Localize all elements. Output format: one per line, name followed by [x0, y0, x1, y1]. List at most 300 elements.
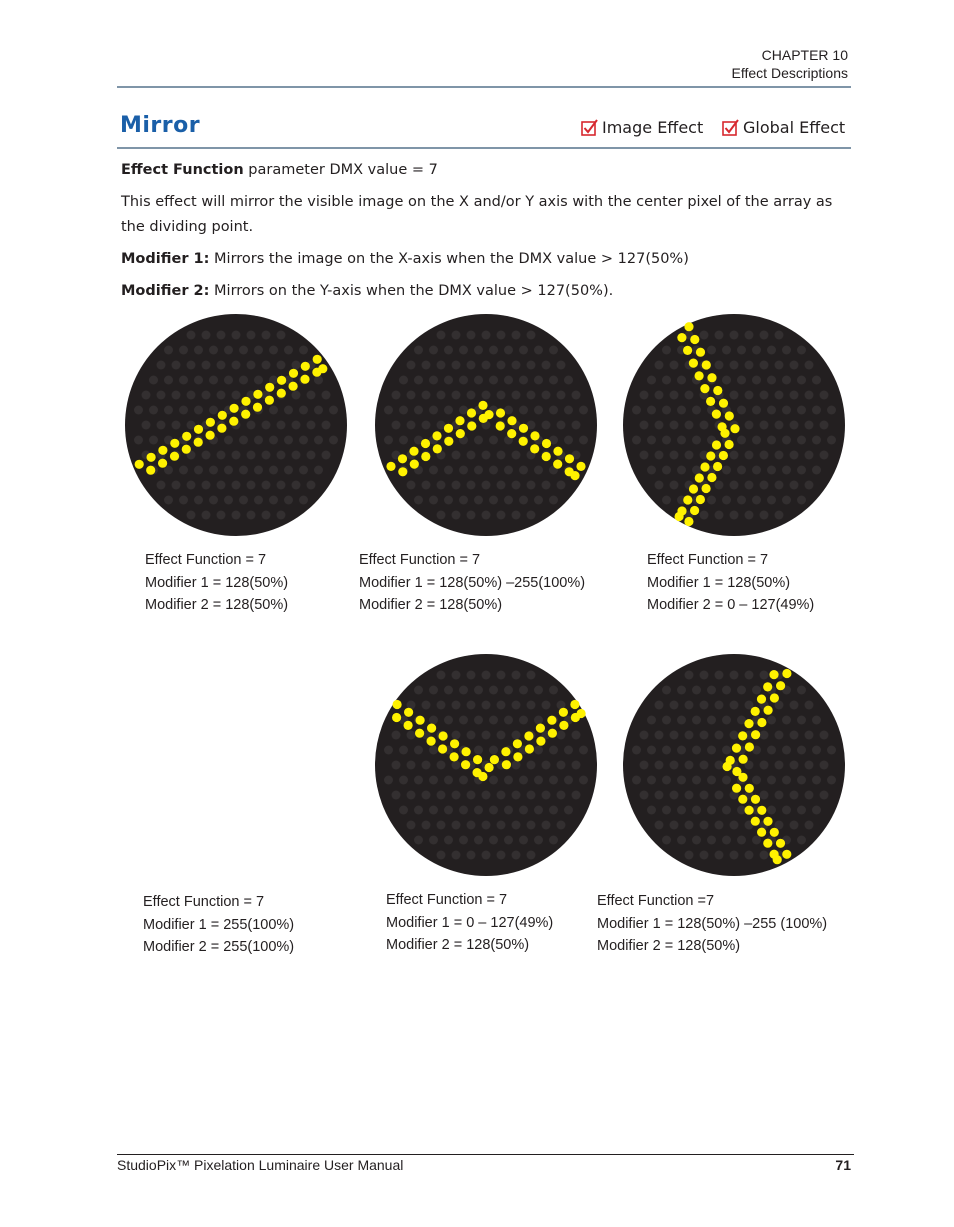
unlit-pixel: [247, 421, 256, 430]
unlit-pixel: [474, 346, 483, 355]
page-number: 71: [835, 1157, 851, 1173]
unlit-pixel: [504, 836, 513, 845]
checkbox-checked-icon: [722, 119, 740, 137]
lit-pixel: [764, 706, 773, 715]
unlit-pixel: [284, 496, 293, 505]
lit-pixel: [536, 737, 545, 746]
unlit-pixel: [482, 451, 491, 460]
unlit-pixel: [277, 361, 286, 370]
lit-pixel: [241, 410, 250, 419]
unlit-pixel: [685, 821, 694, 830]
unlit-pixel: [512, 511, 521, 520]
unlit-pixel: [459, 806, 468, 815]
unlit-pixel: [775, 481, 784, 490]
lit-pixel: [461, 760, 470, 769]
unlit-pixel: [247, 361, 256, 370]
unlit-pixel: [737, 686, 746, 695]
lit-pixel: [135, 460, 144, 469]
unlit-pixel: [384, 406, 393, 415]
unlit-pixel: [172, 391, 181, 400]
unlit-pixel: [512, 761, 521, 770]
lit-pixel: [776, 681, 785, 690]
section-label: Effect Descriptions: [731, 65, 848, 81]
unlit-pixel: [482, 791, 491, 800]
lit-pixel: [763, 682, 772, 691]
unlit-pixel: [444, 496, 453, 505]
unlit-pixel: [444, 376, 453, 385]
unlit-pixel: [194, 376, 203, 385]
unlit-pixel: [790, 791, 799, 800]
chapter-header: [732, 46, 848, 82]
lit-pixel: [723, 762, 732, 771]
unlit-pixel: [474, 496, 483, 505]
unlit-pixel: [579, 406, 588, 415]
unlit-pixel: [254, 496, 263, 505]
unlit-pixel: [760, 481, 769, 490]
unlit-pixel: [149, 406, 158, 415]
lit-pixel: [707, 373, 716, 382]
chevron-left-pattern-disc: [622, 653, 846, 877]
unlit-pixel: [269, 436, 278, 445]
unlit-pixel: [307, 421, 316, 430]
unlit-pixel: [217, 511, 226, 520]
unlit-pixel: [534, 746, 543, 755]
unlit-pixel: [422, 481, 431, 490]
unlit-pixel: [812, 776, 821, 785]
unlit-pixel: [655, 391, 664, 400]
lit-pixel: [496, 408, 505, 417]
unlit-pixel: [677, 806, 686, 815]
unlit-pixel: [209, 496, 218, 505]
unlit-pixel: [692, 806, 701, 815]
unlit-pixel: [164, 406, 173, 415]
unlit-pixel: [474, 466, 483, 475]
lit-pixel: [182, 432, 191, 441]
unlit-pixel: [767, 746, 776, 755]
unlit-pixel: [444, 836, 453, 845]
lit-pixel: [502, 760, 511, 769]
unlit-pixel: [482, 361, 491, 370]
unlit-pixel: [700, 331, 709, 340]
lit-pixel: [553, 460, 562, 469]
unlit-pixel: [407, 791, 416, 800]
unlit-pixel: [760, 421, 769, 430]
lit-pixel: [745, 784, 754, 793]
lit-pixel: [450, 752, 459, 761]
unlit-pixel: [429, 406, 438, 415]
unlit-pixel: [715, 331, 724, 340]
unlit-pixel: [497, 701, 506, 710]
lit-pixel: [751, 707, 760, 716]
unlit-pixel: [504, 346, 513, 355]
unlit-pixel: [670, 391, 679, 400]
unlit-pixel: [482, 391, 491, 400]
lit-pixel: [194, 438, 203, 447]
lit-pixel: [542, 439, 551, 448]
unlit-pixel: [269, 466, 278, 475]
unlit-pixel: [767, 406, 776, 415]
lit-pixel: [570, 700, 579, 709]
unlit-pixel: [827, 776, 836, 785]
lit-pixel: [409, 447, 418, 456]
unlit-pixel: [482, 701, 491, 710]
unlit-pixel: [722, 806, 731, 815]
unlit-pixel: [722, 716, 731, 725]
lit-pixel: [570, 471, 579, 480]
unlit-pixel: [797, 436, 806, 445]
unlit-pixel: [557, 421, 566, 430]
unlit-pixel: [164, 346, 173, 355]
unlit-pixel: [685, 421, 694, 430]
unlit-pixel: [647, 376, 656, 385]
unlit-pixel: [299, 436, 308, 445]
modifier2-term: Modifier 2:: [121, 283, 210, 299]
unlit-pixel: [467, 331, 476, 340]
lit-pixel: [404, 708, 413, 717]
unlit-pixel: [655, 761, 664, 770]
unlit-pixel: [504, 496, 513, 505]
lit-pixel: [146, 466, 155, 475]
unlit-pixel: [519, 496, 528, 505]
unlit-pixel: [722, 746, 731, 755]
unlit-pixel: [407, 361, 416, 370]
unlit-pixel: [187, 391, 196, 400]
unlit-pixel: [459, 686, 468, 695]
lit-pixel: [757, 806, 766, 815]
lit-pixel: [217, 424, 226, 433]
unlit-pixel: [655, 451, 664, 460]
lit-pixel: [675, 512, 684, 521]
unlit-pixel: [790, 731, 799, 740]
lit-pixel: [289, 369, 298, 378]
caption-line: Effect Function =7: [597, 893, 715, 909]
lit-pixel: [677, 333, 686, 342]
unlit-pixel: [692, 746, 701, 755]
unlit-pixel: [564, 436, 573, 445]
page-title: Mirror: [120, 113, 201, 138]
unlit-pixel: [579, 746, 588, 755]
unlit-pixel: [262, 361, 271, 370]
unlit-pixel: [722, 776, 731, 785]
unlit-pixel: [640, 451, 649, 460]
unlit-pixel: [670, 731, 679, 740]
unlit-pixel: [782, 376, 791, 385]
unlit-pixel: [232, 511, 241, 520]
unlit-pixel: [459, 346, 468, 355]
unlit-pixel: [392, 391, 401, 400]
unlit-pixel: [519, 776, 528, 785]
unlit-pixel: [662, 746, 671, 755]
unlit-pixel: [407, 391, 416, 400]
unlit-pixel: [692, 716, 701, 725]
unlit-pixel: [760, 791, 769, 800]
unlit-pixel: [407, 421, 416, 430]
unlit-pixel: [805, 481, 814, 490]
unlit-pixel: [707, 716, 716, 725]
unlit-pixel: [217, 331, 226, 340]
unlit-pixel: [677, 836, 686, 845]
unlit-pixel: [179, 496, 188, 505]
modifier1-paragraph: [121, 247, 853, 272]
unlit-pixel: [467, 391, 476, 400]
unlit-pixel: [700, 791, 709, 800]
unlit-pixel: [239, 376, 248, 385]
unlit-pixel: [489, 746, 498, 755]
unlit-pixel: [444, 776, 453, 785]
unlit-pixel: [797, 406, 806, 415]
unlit-pixel: [752, 836, 761, 845]
caption-line: Modifier 1 = 128(50%): [145, 574, 289, 591]
unlit-pixel: [437, 511, 446, 520]
unlit-pixel: [224, 496, 233, 505]
lit-pixel: [525, 744, 534, 753]
unlit-pixel: [467, 851, 476, 860]
unlit-pixel: [549, 806, 558, 815]
unlit-pixel: [820, 391, 829, 400]
unlit-pixel: [429, 836, 438, 845]
unlit-pixel: [322, 451, 331, 460]
unlit-pixel: [399, 776, 408, 785]
unlit-pixel: [730, 731, 739, 740]
unlit-pixel: [284, 466, 293, 475]
modifier2-paragraph: [121, 279, 853, 304]
unlit-pixel: [812, 406, 821, 415]
lit-pixel: [782, 850, 791, 859]
unlit-pixel: [745, 361, 754, 370]
lit-pixel: [739, 755, 748, 764]
unlit-pixel: [782, 746, 791, 755]
unlit-pixel: [504, 806, 513, 815]
caption-line: Modifier 2 = 128(50%): [386, 937, 530, 953]
lit-pixel: [421, 439, 430, 448]
lit-pixel: [770, 693, 779, 702]
unlit-pixel: [820, 421, 829, 430]
unlit-pixel: [209, 346, 218, 355]
unlit-pixel: [542, 361, 551, 370]
unlit-pixel: [489, 346, 498, 355]
lit-pixel: [194, 425, 203, 434]
unlit-pixel: [482, 731, 491, 740]
unlit-pixel: [497, 391, 506, 400]
unlit-pixel: [572, 731, 581, 740]
unlit-pixel: [805, 451, 814, 460]
unlit-pixel: [827, 746, 836, 755]
unlit-pixel: [572, 391, 581, 400]
unlit-pixel: [262, 451, 271, 460]
unlit-pixel: [549, 376, 558, 385]
unlit-pixel: [542, 761, 551, 770]
unlit-pixel: [314, 436, 323, 445]
lit-pixel: [289, 382, 298, 391]
unlit-pixel: [812, 376, 821, 385]
unlit-pixel: [760, 731, 769, 740]
unlit-pixel: [752, 346, 761, 355]
unlit-pixel: [399, 436, 408, 445]
unlit-pixel: [812, 746, 821, 755]
unlit-pixel: [329, 436, 338, 445]
lit-pixel: [684, 517, 693, 526]
unlit-pixel: [670, 761, 679, 770]
unlit-pixel: [549, 776, 558, 785]
unlit-pixel: [414, 686, 423, 695]
unlit-pixel: [384, 746, 393, 755]
unlit-pixel: [512, 331, 521, 340]
unlit-pixel: [527, 851, 536, 860]
unlit-pixel: [474, 806, 483, 815]
unlit-pixel: [437, 821, 446, 830]
unlit-pixel: [519, 836, 528, 845]
lit-pixel: [536, 724, 545, 733]
lit-pixel: [513, 752, 522, 761]
caption-line: Modifier 2 = 255(100%): [143, 939, 295, 955]
unlit-pixel: [504, 716, 513, 725]
unlit-pixel: [489, 496, 498, 505]
unlit-pixel: [179, 376, 188, 385]
unlit-pixel: [497, 331, 506, 340]
unlit-pixel: [707, 496, 716, 505]
unlit-pixel: [737, 836, 746, 845]
unlit-pixel: [655, 421, 664, 430]
unlit-pixel: [414, 806, 423, 815]
unlit-pixel: [284, 406, 293, 415]
modifier2-text: Mirrors on the Y-axis when the DMX value > 127(50%).: [209, 283, 614, 299]
unlit-pixel: [549, 686, 558, 695]
lit-pixel: [432, 431, 441, 440]
lit-pixel: [690, 506, 699, 515]
unlit-pixel: [299, 346, 308, 355]
unlit-pixel: [805, 701, 814, 710]
unlit-pixel: [452, 331, 461, 340]
unlit-pixel: [715, 821, 724, 830]
lit-pixel: [751, 817, 760, 826]
unlit-pixel: [557, 791, 566, 800]
unlit-pixel: [534, 346, 543, 355]
unlit-pixel: [254, 436, 263, 445]
unlit-pixel: [497, 791, 506, 800]
unlit-pixel: [474, 716, 483, 725]
lit-pixel: [757, 828, 766, 837]
unlit-pixel: [194, 406, 203, 415]
unlit-pixel: [504, 776, 513, 785]
caption-example-6: [597, 890, 827, 958]
unlit-pixel: [414, 406, 423, 415]
unlit-pixel: [194, 496, 203, 505]
unlit-pixel: [437, 761, 446, 770]
unlit-pixel: [745, 481, 754, 490]
lit-pixel: [300, 375, 309, 384]
lit-pixel: [683, 495, 692, 504]
unlit-pixel: [414, 836, 423, 845]
unlit-pixel: [527, 481, 536, 490]
unlit-pixel: [662, 716, 671, 725]
unlit-pixel: [677, 406, 686, 415]
unlit-pixel: [797, 346, 806, 355]
unlit-pixel: [527, 391, 536, 400]
lit-pixel: [253, 403, 262, 412]
unlit-pixel: [429, 376, 438, 385]
unlit-pixel: [452, 731, 461, 740]
unlit-pixel: [254, 376, 263, 385]
unlit-pixel: [790, 821, 799, 830]
unlit-pixel: [722, 496, 731, 505]
unlit-pixel: [437, 671, 446, 680]
unlit-pixel: [452, 391, 461, 400]
unlit-pixel: [437, 701, 446, 710]
lit-pixel: [450, 739, 459, 748]
unlit-pixel: [437, 361, 446, 370]
unlit-pixel: [157, 421, 166, 430]
unlit-pixel: [482, 671, 491, 680]
unlit-pixel: [527, 701, 536, 710]
unlit-pixel: [179, 406, 188, 415]
caption-example-2: [359, 549, 585, 617]
unlit-pixel: [767, 376, 776, 385]
unlit-pixel: [202, 391, 211, 400]
unlit-pixel: [549, 406, 558, 415]
unlit-pixel: [512, 701, 521, 710]
unlit-pixel: [677, 376, 686, 385]
unlit-pixel: [564, 806, 573, 815]
lit-pixel: [398, 454, 407, 463]
unlit-pixel: [745, 511, 754, 520]
unlit-pixel: [262, 331, 271, 340]
unlit-pixel: [760, 331, 769, 340]
unlit-pixel: [797, 496, 806, 505]
unlit-pixel: [827, 406, 836, 415]
unlit-pixel: [730, 391, 739, 400]
unlit-pixel: [730, 671, 739, 680]
lit-pixel: [738, 731, 747, 740]
modifier1-term: Modifier 1:: [121, 251, 210, 267]
unlit-pixel: [217, 451, 226, 460]
unlit-pixel: [737, 346, 746, 355]
lit-pixel: [456, 429, 465, 438]
unlit-pixel: [790, 361, 799, 370]
unlit-pixel: [640, 391, 649, 400]
lit-pixel: [751, 795, 760, 804]
lit-pixel: [706, 451, 715, 460]
unlit-pixel: [407, 481, 416, 490]
unlit-pixel: [444, 466, 453, 475]
unlit-pixel: [452, 451, 461, 460]
lit-pixel: [462, 747, 471, 756]
unlit-pixel: [549, 836, 558, 845]
lit-pixel: [695, 473, 704, 482]
unlit-pixel: [655, 791, 664, 800]
unlit-pixel: [444, 806, 453, 815]
unlit-pixel: [685, 391, 694, 400]
lit-pixel: [782, 669, 791, 678]
unlit-pixel: [459, 406, 468, 415]
lit-pixel: [732, 744, 741, 753]
unlit-pixel: [549, 746, 558, 755]
unlit-pixel: [670, 701, 679, 710]
unlit-pixel: [632, 436, 641, 445]
unlit-pixel: [292, 451, 301, 460]
lit-pixel: [313, 355, 322, 364]
lit-pixel: [438, 744, 447, 753]
unlit-pixel: [209, 406, 218, 415]
unlit-pixel: [254, 346, 263, 355]
unlit-pixel: [782, 806, 791, 815]
unlit-pixel: [805, 361, 814, 370]
unlit-pixel: [474, 836, 483, 845]
unlit-pixel: [647, 716, 656, 725]
unlit-pixel: [459, 716, 468, 725]
unlit-pixel: [277, 511, 286, 520]
unlit-pixel: [322, 391, 331, 400]
unlit-pixel: [677, 436, 686, 445]
